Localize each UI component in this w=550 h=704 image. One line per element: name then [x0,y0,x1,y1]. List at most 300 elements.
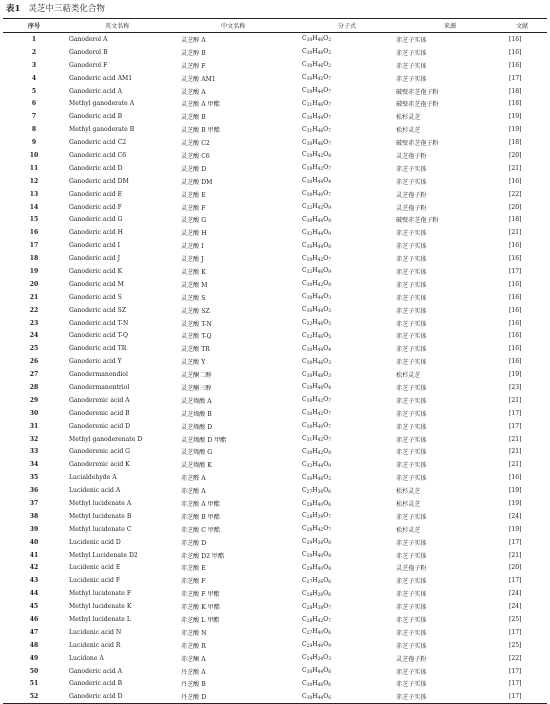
molecular-formula [300,201,392,214]
formula-element: H [312,551,318,559]
english-name: Lucialdehyde A [69,474,117,482]
formula-subscript: 46 [317,128,324,134]
formula-element: O [323,203,329,211]
english-name: Methyl ganoderate A [69,100,135,108]
reference: [16] [509,35,522,43]
english-name: Ganoderol B [69,48,108,56]
formula-subscript: 44 [317,296,324,302]
formula-element: O [323,151,329,159]
formula-element: C [302,151,307,159]
molecular-formula [300,433,392,446]
english-name: Ganoderenic acid G [69,448,131,456]
formula-element: C [302,447,307,455]
table-header [3,19,547,33]
table-row [3,304,547,317]
formula-element: C [302,370,307,378]
chinese-name: 赤芝酸 D [181,539,207,547]
chinese-name: 赤芝酸 N [181,629,207,637]
formula-element: O [323,357,329,365]
formula-element: O [323,654,329,662]
row-number: 22 [29,306,39,314]
table-row [3,329,547,342]
formula-subscript: 32 [306,322,313,328]
source: 松杉灵芝 [396,488,421,496]
formula-subscript: 36 [317,579,324,585]
header-chinese-name: 中文名称 [179,19,300,33]
source: 赤芝子实体 [396,307,427,315]
formula-subscript: 48 [317,51,324,57]
formula-subscript: 6 [328,631,331,637]
molecular-formula [300,355,392,368]
source: 赤芝子实体 [396,62,427,70]
table-row [3,574,547,587]
source: 破壁赤芝孢子粉 [396,88,439,96]
formula-subscript: 30 [306,257,313,263]
formula-element: O [323,319,329,327]
molecular-formula [300,97,392,110]
english-name: Ganoderic acid M [69,280,124,288]
reference: [22] [509,654,522,662]
chinese-name: 灵芝酸 A [181,88,206,96]
formula-element: C [302,654,307,662]
row-number: 2 [31,48,37,56]
formula-element: O [323,615,329,623]
header-source: 来源 [392,19,504,33]
reference: [17] [509,680,522,688]
reference: [21] [509,164,522,172]
formula-element: C [302,357,307,365]
row-number: 43 [29,577,39,585]
chinese-name: 赤芝酸 L 甲酯 [181,617,220,625]
reference: [17] [509,422,522,430]
english-name: Ganoderic acid H [69,229,123,237]
molecular-formula [300,304,392,317]
reference: [18] [509,87,522,95]
english-name: Ganodermanondiol [69,371,128,379]
formula-subscript: 5 [328,322,331,328]
source: 灵芝孢子粉 [396,152,427,160]
formula-subscript: 32 [306,270,313,276]
formula-element: O [323,267,329,275]
formula-subscript: 8 [328,541,331,547]
formula-subscript: 28 [306,605,313,611]
row-number: 26 [29,358,39,366]
formula-subscript: 3 [328,296,331,302]
english-name: Lucidenic acid F [69,577,121,585]
formula-element: O [323,460,329,468]
table-row [3,149,547,162]
formula-element: C [302,35,307,43]
chinese-name: 灵芝酸 J [181,256,204,264]
formula-subscript: 44 [317,309,324,315]
chinese-name: 灵芝醇 B [181,49,206,57]
formula-subscript: 44 [317,695,324,701]
formula-element: O [323,331,329,339]
header-no: 序号 [3,19,65,33]
row-number: 50 [29,667,39,675]
formula-element: O [323,576,329,584]
formula-element: H [312,602,318,610]
formula-element: H [312,473,318,481]
table-row [3,420,547,433]
reference: [19] [509,126,522,134]
formula-subscript: 3 [328,309,331,315]
reference: [21] [509,448,522,456]
row-number: 46 [29,616,39,624]
row-number: 6 [31,100,37,108]
table-row [3,252,547,265]
source: 赤芝子实体 [396,333,427,341]
formula-element: O [323,551,329,559]
formula-subscript: 30 [306,141,313,147]
row-number: 44 [29,590,39,598]
formula-subscript: 28 [306,618,313,624]
table-row [3,85,547,98]
chinese-name: 灵芝酸 SZ [181,307,210,315]
formula-subscript: 7 [328,90,331,95]
formula-subscript: 32 [306,463,313,469]
source: 松杉灵芝 [396,526,421,534]
formula-subscript: 46 [317,141,324,147]
formula-element: C [302,138,307,146]
reference: [16] [509,177,522,185]
formula-element: C [302,215,307,223]
molecular-formula [300,381,392,394]
molecular-formula [300,639,392,652]
formula-subscript: 29 [306,644,313,650]
reference: [19] [509,487,522,495]
formula-subscript: 28 [306,515,313,521]
formula-subscript: 46 [317,38,324,44]
formula-element: C [302,641,307,649]
formula-subscript: 30 [306,412,313,418]
source: 赤芝子实体 [392,690,504,703]
formula-element: H [312,35,318,43]
molecular-formula [300,549,392,562]
chinese-name: 灵芝醇 A [181,36,206,44]
formula-subscript: 46 [317,334,324,340]
table-row [3,381,547,394]
english-name: Ganoderic acid DM [69,177,129,185]
formula-subscript: 8 [328,450,331,456]
chinese-name: 灵芝酸 Y [181,359,206,367]
reference: [17] [509,538,522,546]
reference: [17] [509,667,522,675]
row-number: 20 [29,280,39,288]
source: 灵芝孢子粉 [396,655,427,663]
molecular-formula [300,446,392,459]
formula-subscript: 44 [317,218,324,224]
source: 赤芝子实体 [396,475,427,483]
formula-subscript: 30 [306,309,313,315]
molecular-formula [300,188,392,201]
english-name: Ganoderic acid S [69,293,122,301]
formula-subscript: 40 [317,631,324,637]
english-name: Ganoderic acid Y [69,358,122,366]
reference: [17] [509,577,522,585]
row-number: 18 [29,255,39,263]
formula-subscript: 40 [317,566,324,572]
table-row [3,652,547,665]
formula-element: C [302,383,307,391]
formula-subscript: 40 [317,193,324,199]
formula-subscript: 8 [328,244,331,250]
source: 赤芝子实体 [396,36,427,44]
chinese-name: 灵芝酸 G [181,217,207,225]
formula-element: C [302,344,307,352]
formula-subscript: 30 [306,244,313,250]
table-row [3,317,547,330]
molecular-formula [300,59,392,72]
table-row [3,523,547,536]
formula-element: H [312,589,318,597]
formula-element: C [302,422,307,430]
english-name: Ganoderic acid A [69,667,123,675]
formula-subscript: 30 [306,218,313,224]
source: 松杉灵芝 [396,372,421,380]
reference: [16] [509,61,522,69]
english-name: Ganoderic acid I [69,242,121,250]
formula-subscript: 7 [328,167,331,173]
formula-element: H [312,486,318,494]
formula-subscript: 30 [306,167,313,173]
formula-element: O [323,190,329,198]
formula-subscript: 32 [306,231,313,237]
reference: [18] [509,139,522,147]
formula-subscript: 4 [328,347,331,353]
table-row [3,587,547,600]
molecular-formula [300,394,392,407]
chinese-name: 灵芝烯酸 K [181,462,212,470]
formula-subscript: 30 [306,115,313,121]
formula-subscript: 40 [317,425,324,431]
formula-element: H [312,679,318,687]
chinese-name: 灵芝酮二醇 [181,372,212,380]
formula-element: O [323,563,329,571]
formula-subscript: 6 [328,592,331,598]
formula-subscript: 42 [317,399,324,405]
formula-element: H [312,499,318,507]
formula-element: C [302,190,307,198]
formula-subscript: 42 [317,618,324,624]
formula-element: C [302,48,307,56]
chinese-name: 灵芝烯酸 D 甲酯 [181,436,227,444]
formula-subscript: 27 [306,579,313,585]
molecular-formula [300,407,392,420]
table-row [3,407,547,420]
molecular-formula [300,536,392,549]
english-name: Ganoderic acid TR [69,345,127,353]
formula-subscript: 9 [328,270,331,276]
formula-subscript: 7 [328,102,331,108]
formula-element: C [302,396,307,404]
row-number: 13 [29,190,39,198]
formula-element: O [323,512,329,520]
row-number: 51 [29,680,39,688]
molecular-formula [300,574,392,587]
formula-subscript: 7 [328,528,331,534]
formula-element: C [302,551,307,559]
formula-subscript: 5 [328,334,331,340]
reference: [24] [509,603,522,611]
english-name: Ganoderenic acid B [69,409,130,417]
english-name: Ganoderic acid F [69,203,122,211]
source: 赤芝子实体 [396,178,427,186]
formula-element: H [312,319,318,327]
formula-element: H [312,628,318,636]
formula-subscript: 27 [306,489,313,495]
table-row [3,175,547,188]
source: 赤芝子实体 [396,552,427,560]
english-name: Methyl lucidenate B [69,512,132,520]
table-row [3,690,547,703]
formula-element: O [323,138,329,146]
chinese-name: 灵芝醇 F [181,62,206,70]
formula-subscript: 6 [328,579,331,585]
chinese-name: 丹芝酸 A [181,668,206,676]
table-row [3,226,547,239]
formula-subscript: 8 [328,154,331,160]
row-number: 23 [29,319,39,327]
table-row [3,600,547,613]
formula-element: H [312,151,318,159]
formula-element: O [323,628,329,636]
formula-subscript: 7 [328,257,331,263]
source: 赤芝子实体 [396,256,427,264]
english-name: Ganoderic acid T-N [69,319,129,327]
formula-subscript: 30 [306,399,313,405]
formula-element: O [323,74,329,82]
formula-element: O [323,370,329,378]
formula-element: H [312,667,318,675]
row-number: 27 [29,371,39,379]
english-name: Ganoderic acid T-Q [69,332,128,340]
molecular-formula [300,484,392,497]
source: 松杉灵芝 [396,114,421,122]
formula-element: H [312,125,318,133]
english-name: Methyl lucidenate K [69,603,132,611]
chinese-name: 赤芝酸 D2 甲酯 [181,552,225,560]
row-number: 10 [29,151,39,159]
formula-subscript: 7 [328,399,331,405]
table-row [3,394,547,407]
row-number: 37 [29,500,39,507]
formula-element: C [302,87,307,94]
english-name: Ganodermanontriol [69,383,130,391]
formula-element: O [323,499,329,507]
formula-element: H [312,228,318,236]
molecular-formula [300,110,392,123]
molecular-formula [300,652,392,665]
formula-element: C [302,435,307,443]
formula-element: C [302,409,307,417]
formula-subscript: 2 [328,476,331,482]
row-number: 25 [29,345,39,353]
formula-element: O [323,164,329,172]
molecular-formula [300,523,392,536]
formula-subscript: 44 [317,90,324,95]
table-row [3,549,547,562]
formula-element: H [312,190,318,198]
formula-element: O [323,447,329,455]
formula-subscript: 29 [306,566,313,572]
molecular-formula [300,278,392,291]
formula-element: H [312,357,318,365]
formula-element: O [323,228,329,236]
chinese-name: 灵芝酸 F [181,204,206,212]
formula-subscript: 39 [317,515,324,521]
reference: [18] [509,216,522,224]
formula-element: H [312,422,318,430]
english-name: Ganoderol F [69,61,108,69]
formula-subscript: 30 [306,193,313,199]
formula-subscript: 30 [306,180,313,186]
reference: [21] [509,551,522,559]
chinese-name: 灵芝酸 C6 [181,152,210,160]
chinese-name: 赤芝酸 A 甲酯 [181,501,220,508]
formula-subscript: 6 [328,682,331,688]
formula-element: H [312,74,318,82]
formula-subscript: 48 [317,322,324,328]
row-number: 48 [29,641,39,649]
molecular-formula [300,252,392,265]
source: 赤芝子实体 [396,462,427,470]
formula-element: H [312,654,318,662]
formula-subscript: 7 [328,141,331,147]
source: 赤芝子实体 [396,423,427,431]
row-number: 47 [29,628,39,636]
formula-subscript: 30 [306,554,313,560]
formula-subscript: 30 [306,360,313,366]
formula-subscript: 28 [306,592,313,598]
chinese-name: 灵芝烯酸 G [181,449,213,457]
formula-element: H [312,370,318,378]
header-row [3,19,547,33]
source: 赤芝子实体 [396,75,427,83]
formula-subscript: 30 [306,296,313,302]
table-row [3,110,547,123]
table-row [3,613,547,626]
formula-element: O [323,538,329,546]
english-name: Methyl lucidenate F [69,590,132,598]
reference: [16] [509,332,522,340]
formula-subscript: 34 [317,657,324,663]
source: 赤芝子实体 [396,591,427,599]
row-number: 14 [29,203,39,211]
table-row [3,278,547,291]
reference: [16] [509,242,522,250]
source: 赤芝子实体 [396,668,427,676]
formula-element: H [312,435,318,443]
chinese-name: 丹芝酸 D [179,690,300,703]
table-row [3,59,547,72]
formula-element: O [323,61,329,69]
formula-element: H [312,99,318,107]
reference: [18] [509,100,522,108]
formula-subscript: 42 [317,206,324,212]
source: 赤芝子实体 [396,359,427,367]
source: 赤芝子实体 [396,578,427,586]
formula-subscript: 30 [306,373,313,379]
row-number: 17 [29,242,39,250]
reference: [25] [509,616,522,624]
formula-subscript: 30 [306,450,313,456]
chinese-name: 赤芝酸 C 甲酯 [181,526,221,534]
formula-subscript: 8 [328,218,331,224]
molecular-formula [300,136,392,149]
row-number: 28 [29,383,39,391]
formula-subscript: 38 [317,541,324,547]
